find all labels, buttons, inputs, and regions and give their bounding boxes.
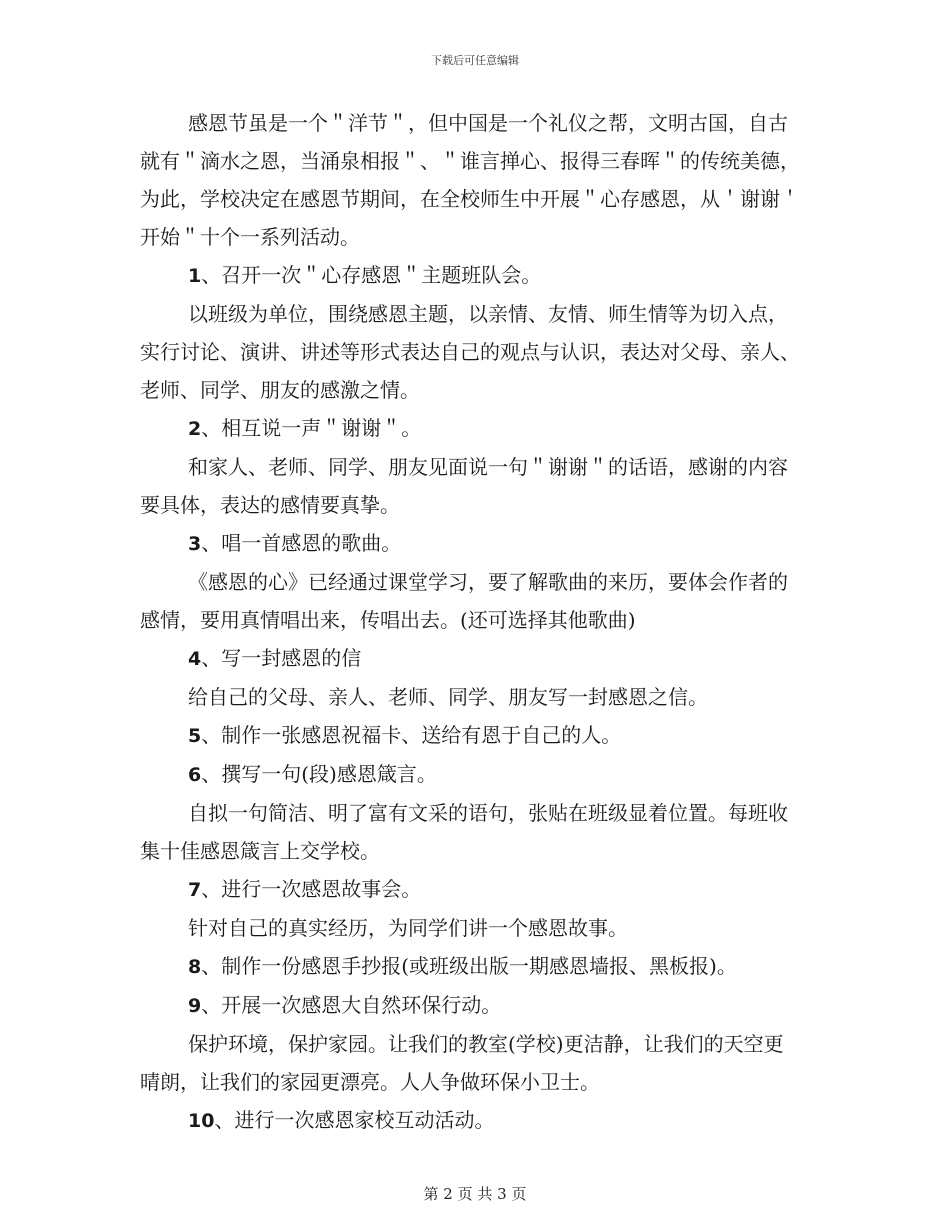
item-title-text: 、制作一份感恩手抄报(或班级出版一期感恩墙报、黑板报)。	[201, 954, 737, 978]
item-title-text: 、写一封感恩的信	[201, 646, 362, 670]
item-number: 6	[188, 764, 202, 786]
item-number: 9	[188, 995, 202, 1017]
item-1-title	[140, 256, 800, 295]
item-7-desc: 针对自己的真实经历，为同学们讲一个感恩故事。	[188, 916, 628, 940]
item-title-text: 、唱一首感恩的歌曲。	[201, 531, 402, 555]
item-6-title	[140, 755, 800, 794]
item-6-desc: 自拟一句简洁、明了富有文采的语句，张贴在班级显着位置。每班收集十佳感恩箴言上交学校。	[140, 801, 788, 863]
document-body	[140, 104, 800, 1140]
item-number: 7	[188, 879, 202, 901]
item-title-text: 、相互说一声＂谢谢＂。	[201, 416, 422, 440]
item-number: 2	[188, 418, 202, 440]
intro-paragraph: 感恩节虽是一个＂洋节＂，但中国是一个礼仪之帮，文明古国，自古就有＂滴水之恩，当涌泉相报＂、＂谁言掸心、报得三春晖＂的传统美德，为此，学校决定在感恩节期间，在全校师生中开展＂心存感恩，从＇谢谢＇开始＂十个一系列活动。	[140, 111, 800, 249]
item-title-text: 、召开一次＂心存感恩＂主题班队会。	[201, 263, 542, 287]
item-number: 3	[188, 533, 202, 555]
item-title-text: 、撰写一句(段)感恩箴言。	[201, 762, 437, 786]
item-7-title	[140, 870, 800, 909]
item-number: 5	[188, 725, 202, 747]
item-4-desc: 给自己的父母、亲人、老师、同学、朋友写一封感恩之信。	[188, 685, 708, 709]
page-header-note: 下载后可任意编辑	[431, 54, 519, 67]
item-9-title	[140, 986, 800, 1025]
item-1-desc: 以班级为单位，围绕感恩主题，以亲情、友情、师生情等为切入点，实行讨论、演讲、讲述等形式表达自己的观点与认识，表达对父母、亲人、老师、同学、朋友的感激之情。	[140, 302, 800, 402]
item-3-title	[140, 524, 800, 563]
item-8-title	[140, 947, 800, 986]
item-title-text: 、开展一次感恩大自然环保行动。	[201, 993, 502, 1017]
item-2-title	[140, 409, 800, 448]
item-number: 1	[188, 265, 202, 287]
item-number: 8	[188, 956, 202, 978]
item-number: 4	[188, 648, 202, 670]
item-4-title	[140, 639, 800, 678]
item-title-text: 、制作一张感恩祝福卡、送给有恩于自己的人。	[201, 723, 622, 747]
item-9-desc: 保护环境，保护家园。让我们的教室(学校)更洁静，让我们的天空更晴朗，让我们的家园更漂亮。人人争做环保小卫士。	[140, 1032, 784, 1094]
item-5-title	[140, 716, 800, 755]
item-title-text: 、进行一次感恩故事会。	[201, 877, 422, 901]
item-3-desc: 《感恩的心》已经通过课堂学习，要了解歌曲的来历，要体会作者的感情，要用真情唱出来，传唱出去。(还可选择其他歌曲)	[140, 570, 788, 632]
item-number: 10	[188, 1110, 215, 1132]
page-number-footer: 第 2 页 共 3 页	[423, 1185, 527, 1203]
item-2-desc: 和家人、老师、同学、朋友见面说一句＂谢谢＂的话语，感谢的内容要具体，表达的感情要真挚。	[140, 455, 788, 517]
item-10-title	[140, 1101, 800, 1140]
item-title-text: 、进行一次感恩家校互动活动。	[214, 1108, 495, 1132]
